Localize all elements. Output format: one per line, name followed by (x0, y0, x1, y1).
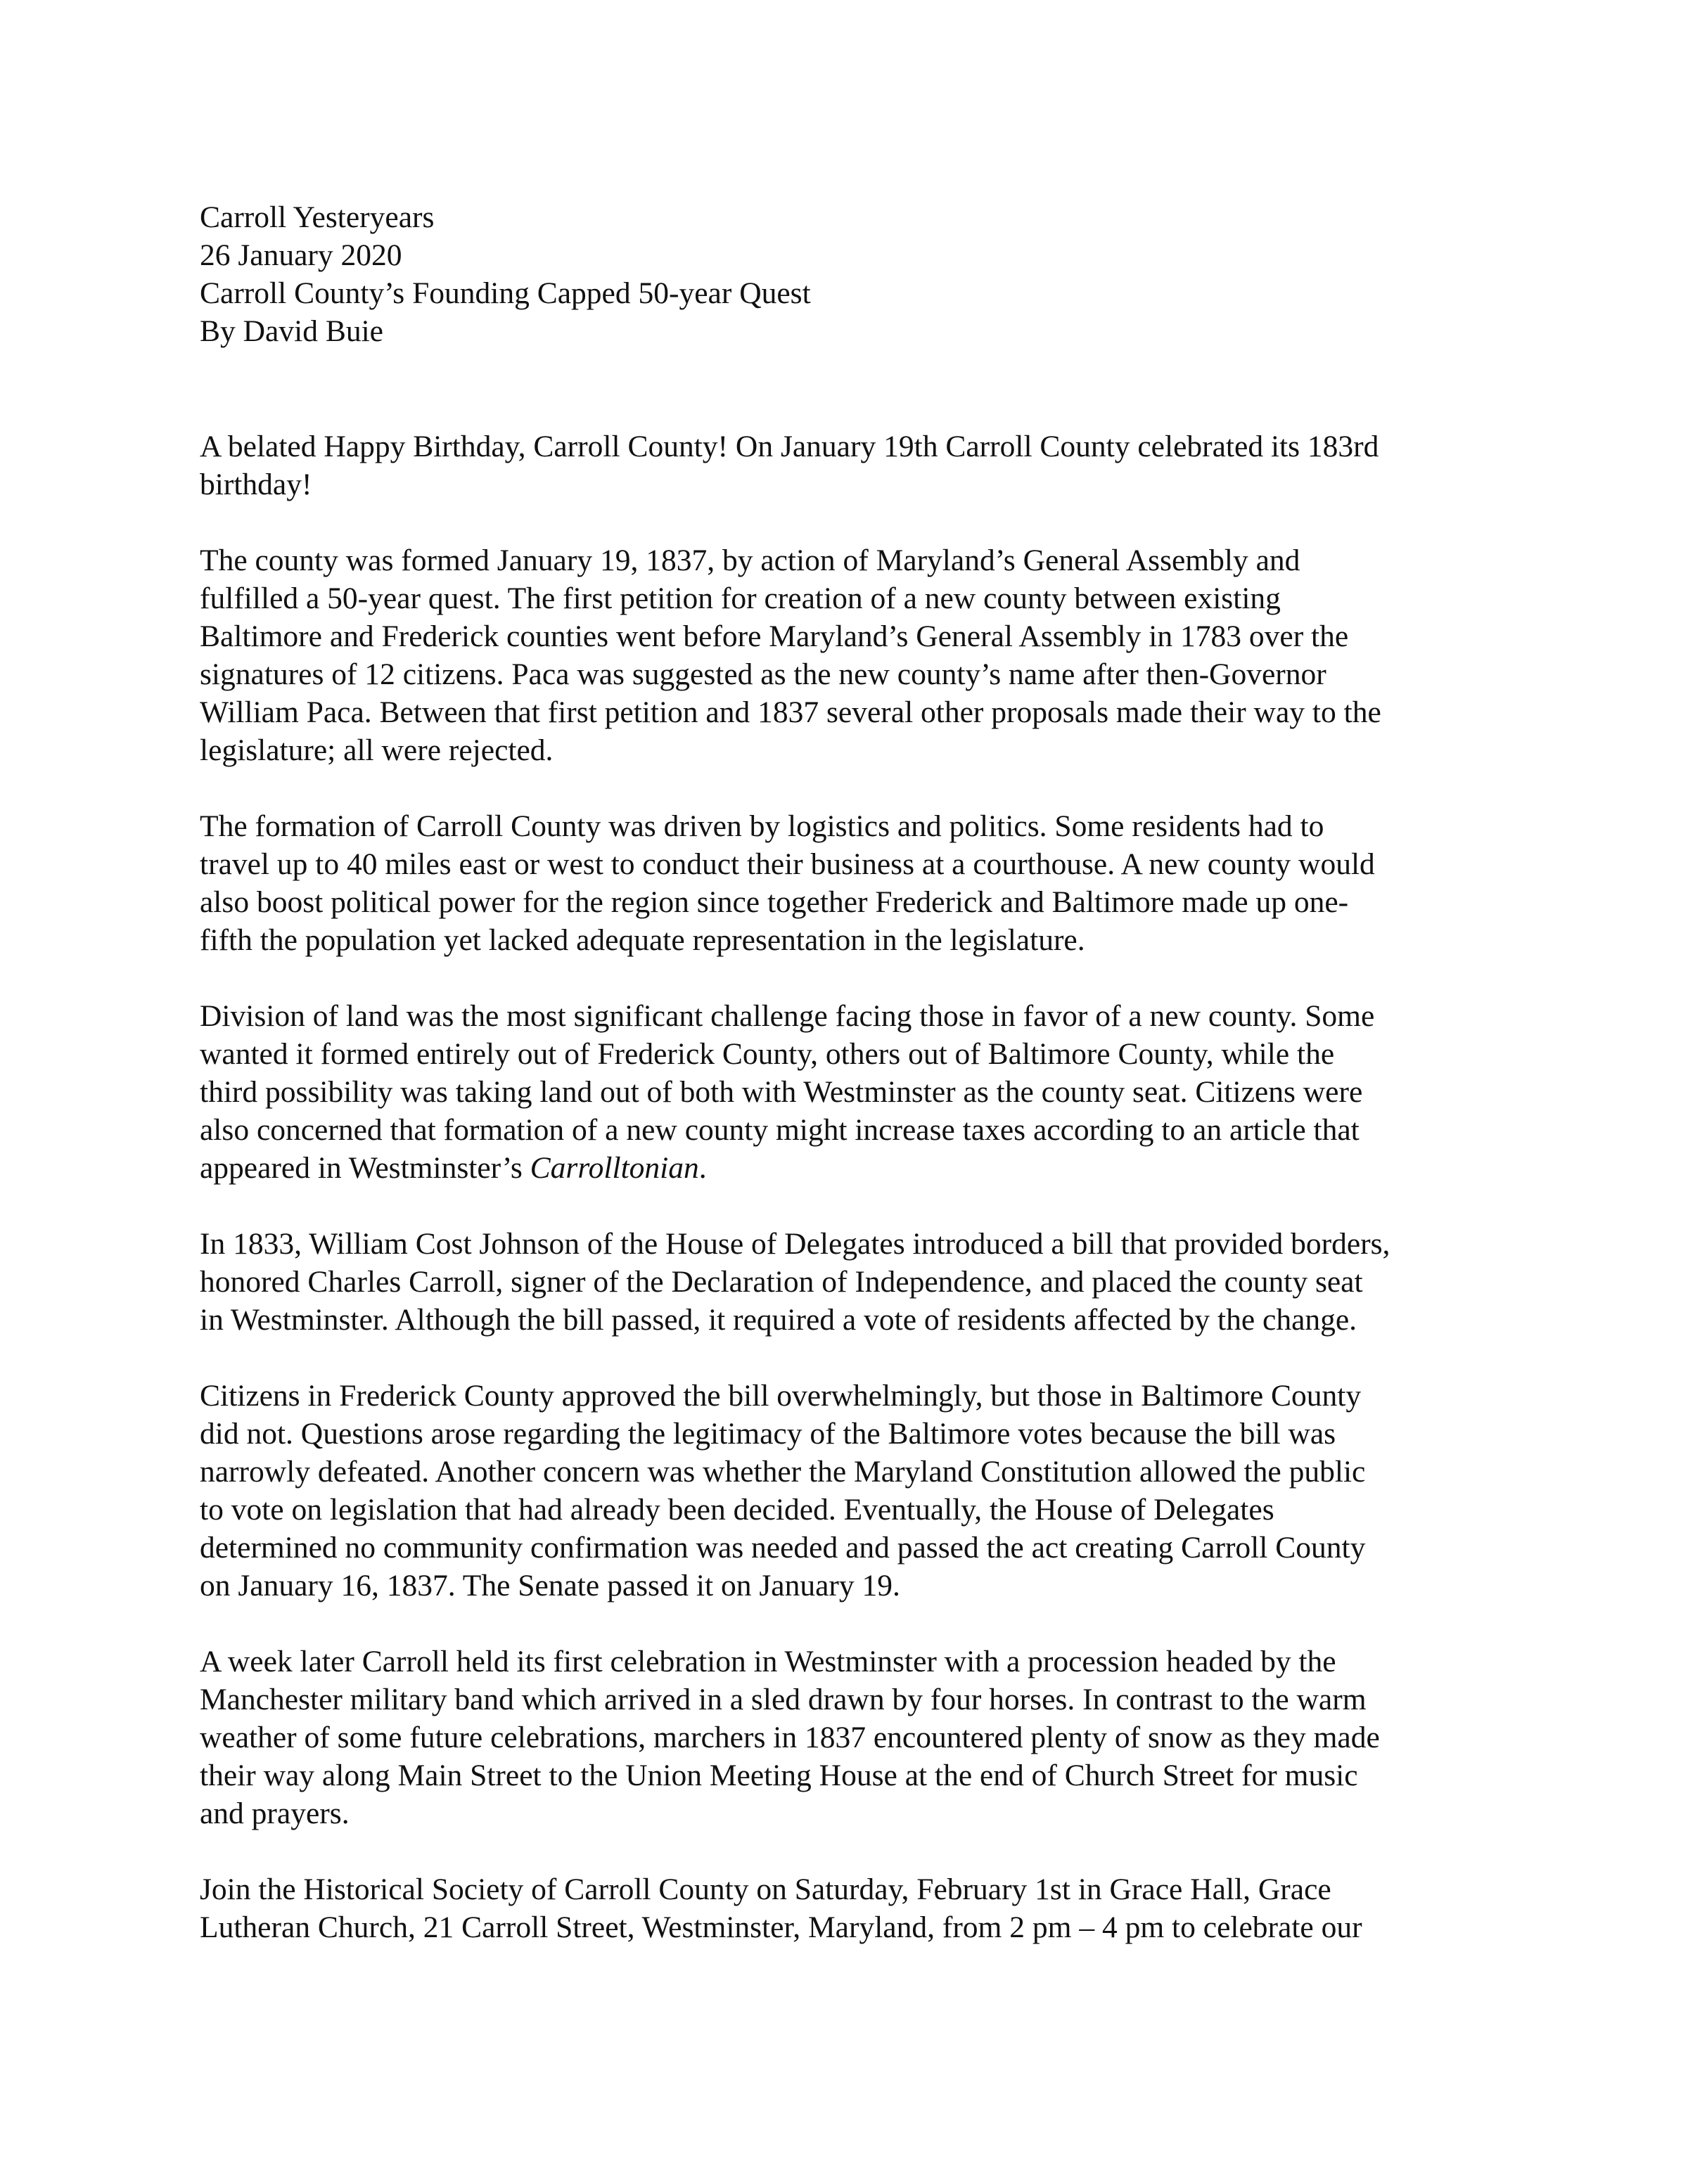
text-line: wanted it formed entirely out of Frederick County, others out of Baltimore County, while the (200, 1037, 1335, 1071)
text-segment: appeared in Westminster’s (200, 1151, 530, 1185)
text-line: their way along Main Street to the Union Meeting House at the end of Church Street for music (200, 1759, 1358, 1792)
text-line: Manchester military band which arrived in a sled drawn by four horses. In contrast to the warm (200, 1683, 1367, 1716)
text-line: Lutheran Church, 21 Carroll Street, Westminster, Maryland, from 2 pm – 4 pm to celebrate our (200, 1910, 1362, 1944)
text-line: honored Charles Carroll, signer of the Declaration of Independence, and placed the county seat (200, 1265, 1363, 1299)
text-line: legislature; all were rejected. (200, 733, 554, 767)
text-line: third possibility was taking land out of both with Westminster as the county seat. Citizens were (200, 1075, 1363, 1109)
text-line: signatures of 12 citizens. Paca was suggested as the new county’s name after then-Governor (200, 657, 1326, 691)
article-title: Carroll County’s Founding Capped 50-year Quest (200, 276, 811, 310)
paragraph-8 (200, 1870, 1494, 1946)
text-line: on January 16, 1837. The Senate passed it on January 19. (200, 1569, 900, 1602)
text-line: Baltimore and Frederick counties went before Maryland’s General Assembly in 1783 over the (200, 619, 1349, 653)
text-line: in Westminster. Although the bill passed, it required a vote of residents affected by the change. (200, 1303, 1357, 1337)
paragraph-6 (200, 1377, 1494, 1605)
text-line: weather of some future celebrations, marchers in 1837 encountered plenty of snow as they made (200, 1721, 1380, 1754)
text-line: In 1833, William Cost Johnson of the House of Delegates introduced a bill that provided borders, (200, 1227, 1390, 1261)
text-line: William Paca. Between that first petition and 1837 several other proposals made their way to the (200, 695, 1381, 729)
text-line: Join the Historical Society of Carroll County on Saturday, February 1st in Grace Hall, Grace (200, 1873, 1331, 1906)
paragraph-1 (200, 428, 1494, 503)
paragraph-7 (200, 1643, 1494, 1832)
paragraph-5 (200, 1225, 1494, 1339)
text-line: fulfilled a 50-year quest. The first petition for creation of a new county between existing (200, 582, 1281, 615)
text-line: fifth the population yet lacked adequate representation in the legislature. (200, 923, 1085, 957)
column-name: Carroll Yesteryears (200, 200, 435, 234)
text-line: The formation of Carroll County was driven by logistics and politics. Some residents had to (200, 809, 1324, 843)
text-line: Division of land was the most significant challenge facing those in favor of a new county. Some (200, 999, 1375, 1033)
text-line: A week later Carroll held its first celebration in Westminster with a procession headed by the (200, 1645, 1336, 1678)
text-line: The county was formed January 19, 1837, by action of Maryland’s General Assembly and (200, 544, 1300, 577)
text-segment: . (698, 1151, 707, 1185)
text-line: did not. Questions arose regarding the legitimacy of the Baltimore votes because the bill was (200, 1417, 1336, 1451)
text-line: A belated Happy Birthday, Carroll County! On January 19th Carroll County celebrated its 183rd (200, 430, 1379, 463)
text-line: narrowly defeated. Another concern was whether the Maryland Constitution allowed the public (200, 1455, 1366, 1489)
text-line: also boost political power for the region since together Frederick and Baltimore made up one- (200, 885, 1349, 919)
text-line: Citizens in Frederick County approved the bill overwhelmingly, but those in Baltimore County (200, 1379, 1362, 1413)
text-line-with-italic (200, 1149, 1494, 1187)
text-line: to vote on legislation that had already been decided. Eventually, the House of Delegates (200, 1493, 1274, 1527)
paragraph-3 (200, 807, 1494, 959)
text-line: travel up to 40 miles east or west to conduct their business at a courthouse. A new county would (200, 847, 1375, 881)
paragraph-2 (200, 541, 1494, 769)
text-line: determined no community confirmation was needed and passed the act creating Carroll County (200, 1531, 1366, 1565)
text-line: birthday! (200, 468, 312, 501)
article-header (200, 198, 1494, 350)
text-line: and prayers. (200, 1797, 350, 1830)
paragraph-4 (200, 997, 1494, 1187)
byline: By David Buie (200, 314, 383, 348)
newspaper-name: Carrolltonian (530, 1151, 699, 1185)
article-body (200, 428, 1494, 1946)
text-line: also concerned that formation of a new county might increase taxes according to an article that (200, 1113, 1360, 1147)
publication-date: 26 January 2020 (200, 238, 402, 272)
